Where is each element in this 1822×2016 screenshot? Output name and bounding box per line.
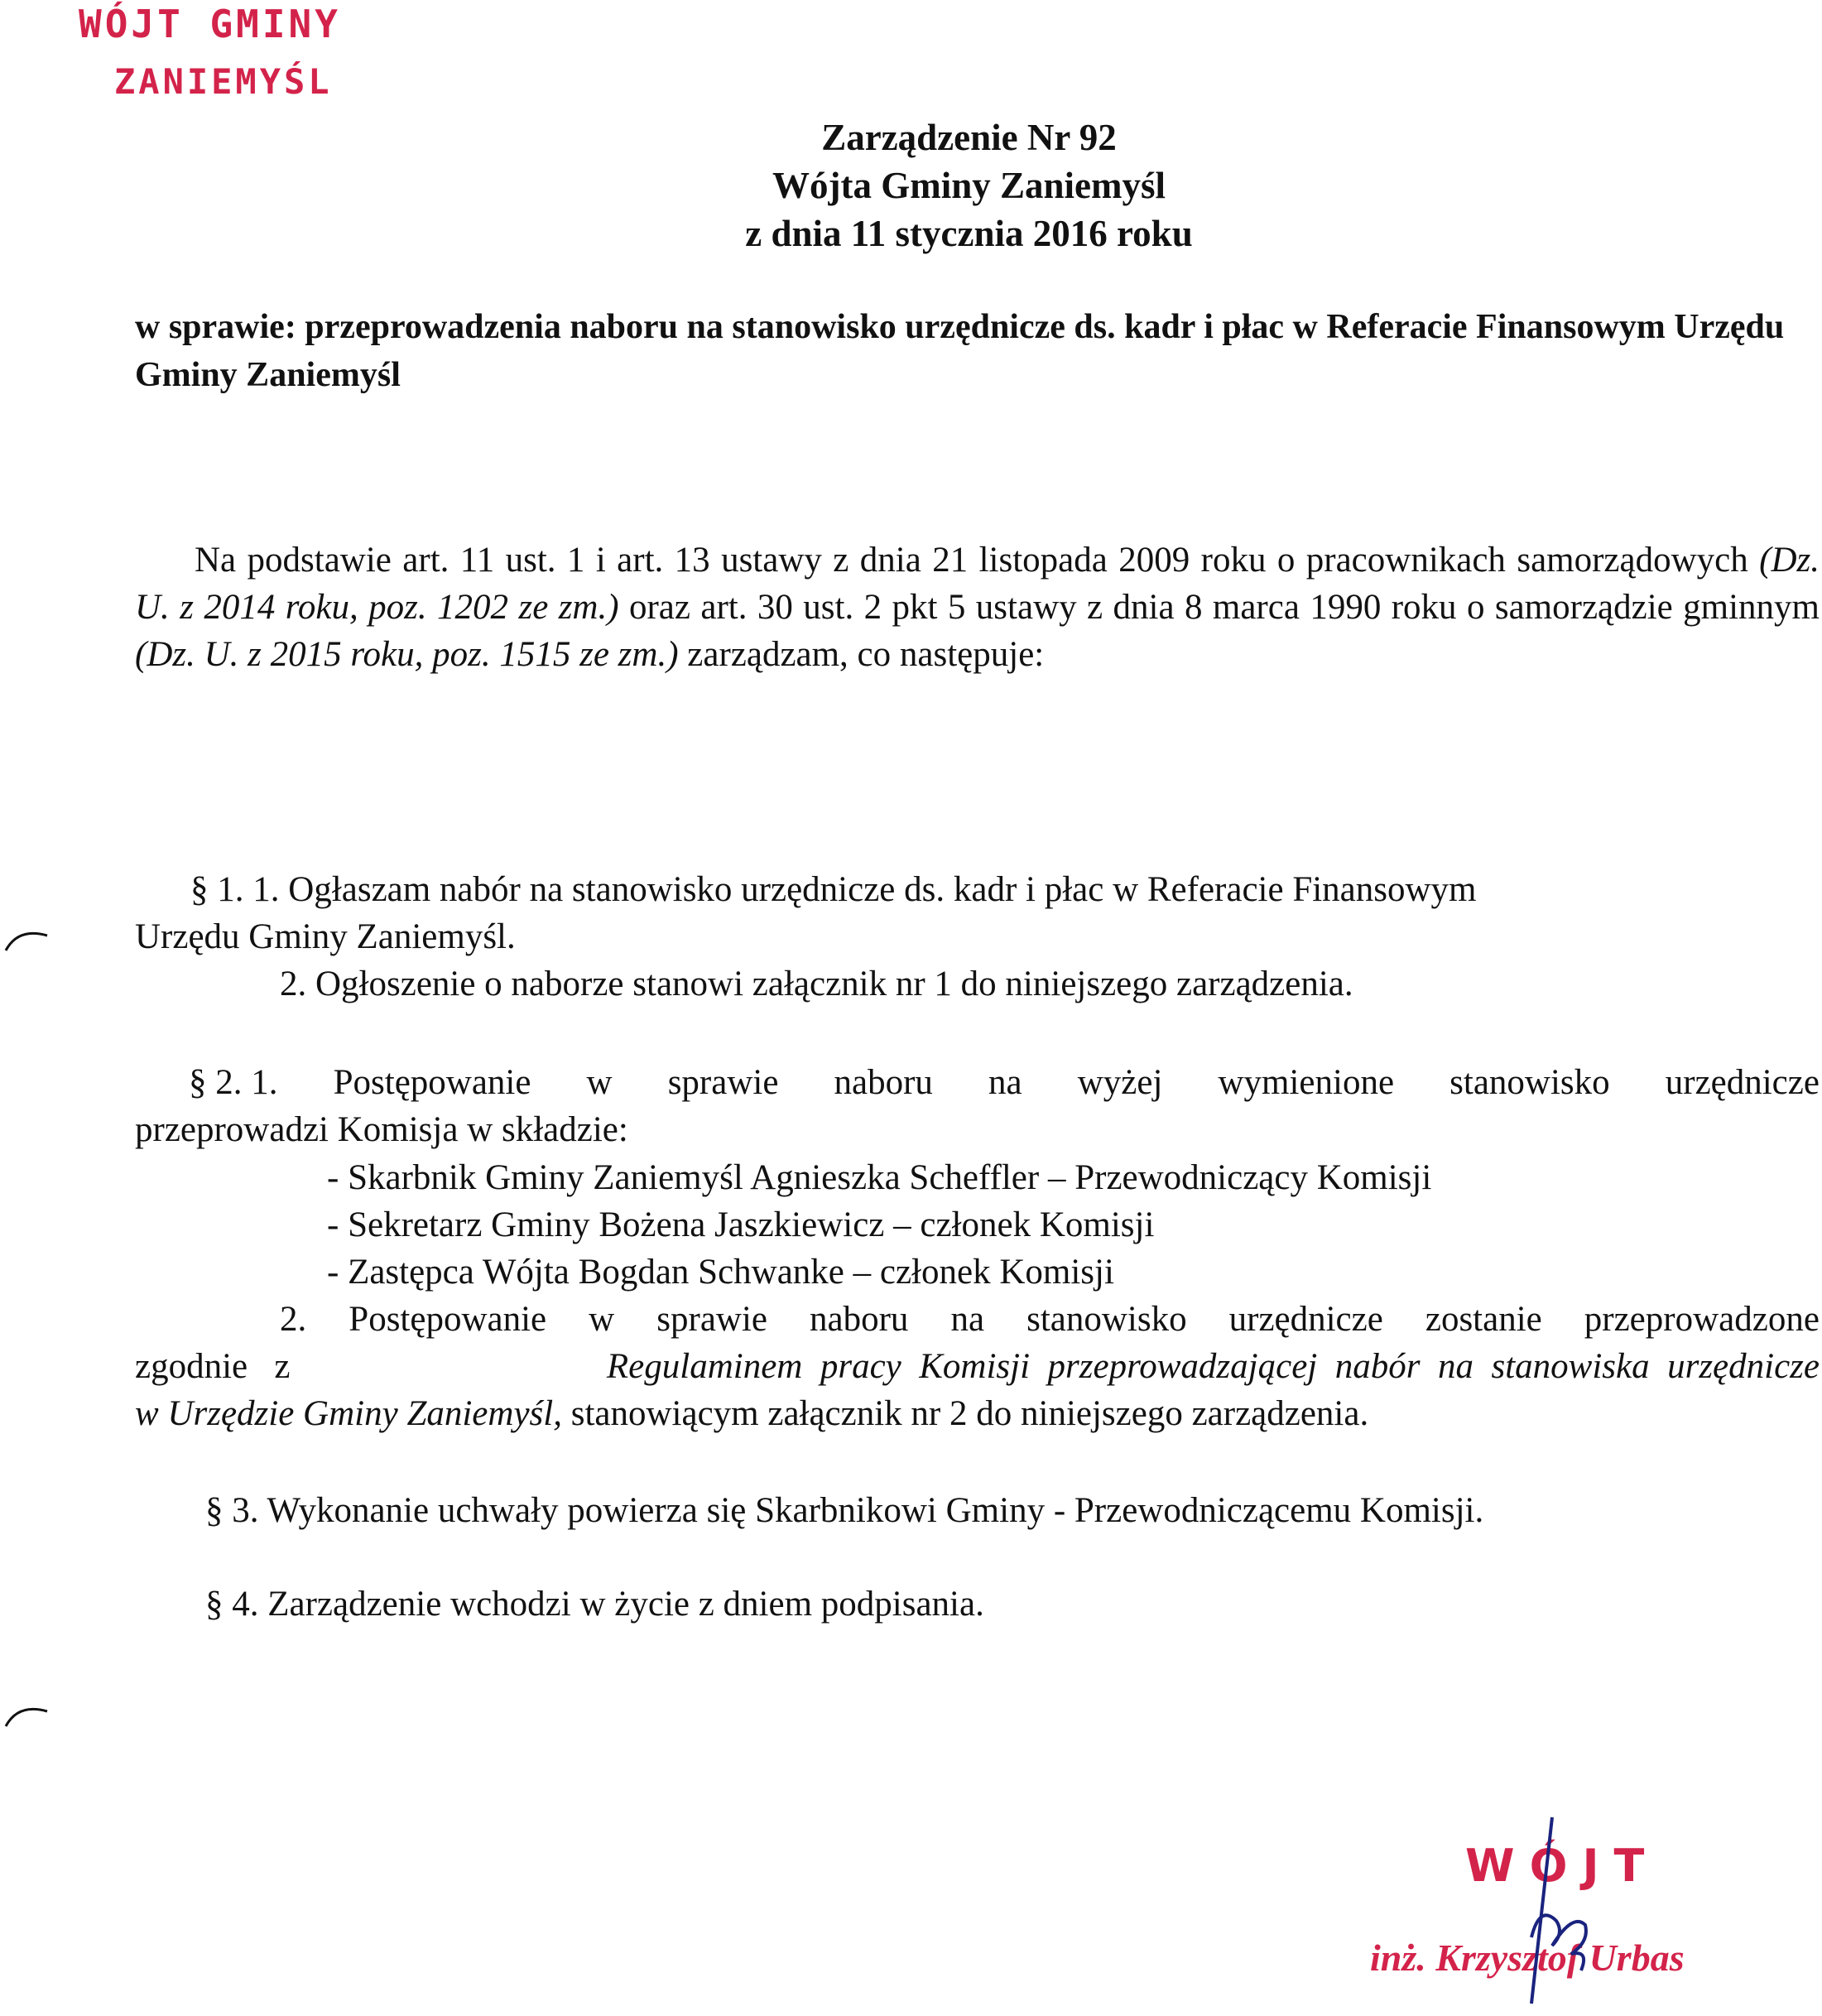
section-1-point-1-cont: Urzędu Gminy Zaniemyśl. [135, 917, 516, 956]
s2-2-text-end: stanowiącym załącznik nr 2 do niniejszego zarządzenia. [561, 1394, 1369, 1433]
section-2-point-1-word: na [988, 1063, 1022, 1102]
document-date: z dnia 11 stycznia 2016 roku [745, 213, 1193, 254]
section-1-point-1: § 1. 1. Ogłaszam nabór na stanowisko urzędnicze ds. kadr i płac w Referacie Finansowym [190, 870, 1477, 909]
section-3: § 3. Wykonanie uchwały powierza się Skarbnikowi Gminy - Przewodniczącemu Komisji. [205, 1491, 1484, 1530]
section-2-point-1-word: Postępowanie [333, 1063, 531, 1102]
document-subject: w sprawie: przeprowadzenia naboru na stanowisko urzędnicze ds. kadr i płac w Referacie Finansowym Urzędu Gminy Zaniemyśl [135, 308, 1785, 394]
section-2-point-1-word: urzędnicze [1665, 1063, 1820, 1102]
section-2-point-1-cont: przeprowadzi Komisja w składzie: [135, 1110, 628, 1149]
section-2-point-1-word: § 2. 1. [189, 1063, 278, 1102]
basis-text-3: zarządzam, co następuje: [678, 635, 1045, 674]
regulation-title-end: w Urzędzie Gminy Zaniemyśl, [135, 1394, 562, 1433]
section-1-point-2: 2. Ogłoszenie o naborze stanowi załącznik nr 1 do niniejszego zarządzenia. [280, 965, 1353, 1003]
section-2-point-1-word: wymienione [1218, 1063, 1395, 1102]
commission-member: - Zastępca Wójta Bogdan Schwanke – członek Komisji [327, 1253, 1114, 1292]
stamp-zaniemysl: ZANIEMYŚL [114, 61, 333, 102]
section-2-point-2-word: stanowisko [1026, 1300, 1187, 1339]
section-2-point-2-word: na [950, 1300, 985, 1339]
handwritten-signature-icon [1473, 1813, 1606, 2012]
section-2-point-2-word: sprawie [656, 1300, 767, 1339]
section-2-point-2-word: przeprowadzone [1584, 1300, 1820, 1339]
section-2-point-2-word: urzędnicze [1228, 1300, 1383, 1339]
s2-2-text: zgodnie z [135, 1347, 291, 1386]
section-2-point-2-word: naboru [810, 1300, 909, 1339]
section-2-point-2-cont [135, 1346, 1820, 1387]
document-title: Zarządzenie Nr 92 [821, 117, 1117, 158]
basis-text-1: Na podstawie art. 11 ust. 1 i art. 13 ustawy z dnia 21 listopada 2009 roku o pracownikach samorządowych [195, 541, 1760, 580]
basis-reference-1: (Dz. U. z 2014 roku, poz. 1202 ze zm.) [135, 541, 1820, 627]
signature-stamp-wojt: WÓJT [1465, 1840, 1660, 1892]
section-2-point-1-word: naboru [834, 1063, 933, 1102]
document-issuer: Wójta Gminy Zaniemyśl [772, 165, 1166, 206]
commission-member: - Sekretarz Gminy Bożena Jaszkiewicz – członek Komisji [327, 1205, 1155, 1244]
section-2-point-2-word: zostanie [1425, 1300, 1542, 1339]
section-2-point-2-word: w [589, 1300, 615, 1339]
section-2-point-2-end [135, 1393, 1368, 1434]
section-2-point-2-word: 2. [280, 1300, 307, 1339]
section-2-point-1-word: wyżej [1077, 1063, 1163, 1102]
section-4: § 4. Zarządzenie wchodzi w życie z dniem podpisania. [205, 1585, 984, 1624]
section-2-point-1 [189, 1062, 1820, 1103]
commission-member: - Skarbnik Gminy Zaniemyśl Agnieszka Scheffler – Przewodniczący Komisji [327, 1158, 1432, 1197]
signature-stamp-name: inż. Krzysztof Urbas [1370, 1937, 1685, 1979]
section-2-point-1-word: w [586, 1063, 613, 1102]
basis-reference-2: (Dz. U. z 2015 roku, poz. 1515 ze zm.) [135, 635, 679, 674]
stamp-wojt-gminy: WÓJT GMINY [79, 2, 341, 46]
punch-mark-icon [2, 917, 51, 967]
section-2-point-2 [280, 1299, 1820, 1340]
basis-text-2: oraz art. 30 ust. 2 pkt 5 ustawy z dnia 8 marca 1990 roku o samorządzie gminnym [618, 588, 1820, 627]
section-2-point-2-word: Postępowanie [349, 1300, 547, 1339]
punch-mark-icon [2, 1693, 51, 1743]
legal-basis [135, 536, 1820, 678]
regulation-title: Regulaminem pracy Komisji przeprowadzającej nabór na stanowiska urzędnicze [606, 1347, 1820, 1386]
section-2-point-1-word: stanowisko [1449, 1063, 1610, 1102]
section-2-point-1-word: sprawie [667, 1063, 779, 1102]
